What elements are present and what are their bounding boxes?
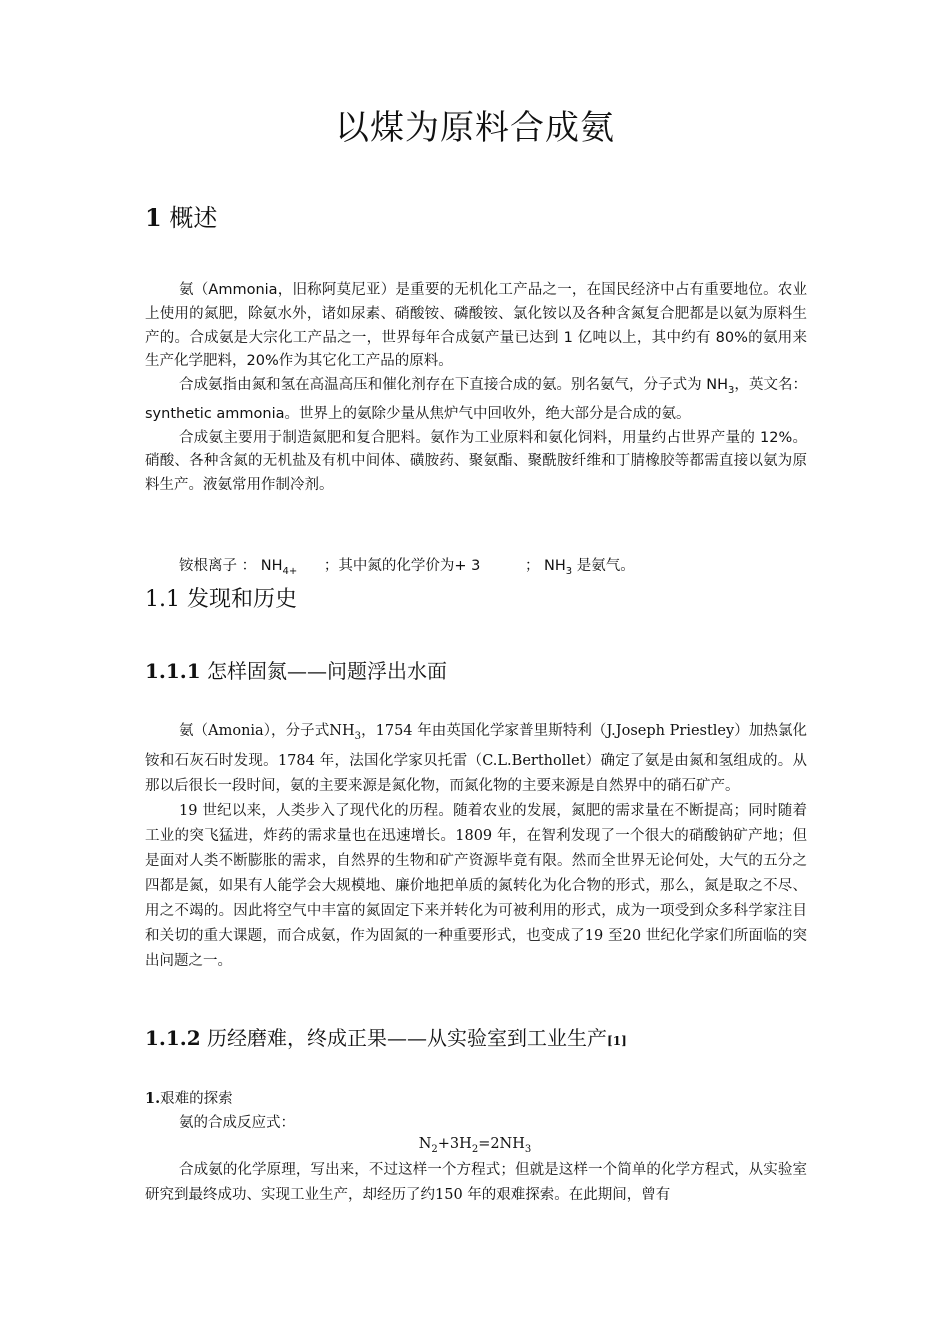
section-1-1-2-body — [145, 1158, 807, 1208]
section-1-1-2-heading: 1.1.2 历经磨难，终成正果——从实验室到工业生产[1] — [145, 1026, 627, 1050]
section-1-1-heading: 1.1 发现和历史 — [145, 587, 297, 612]
reference-mark: [1] — [607, 1034, 627, 1048]
section-number: 1 — [145, 203, 162, 232]
paragraph-uses: 合成氨主要用于制造氮肥和复合肥料。氨作为工业原料和氨化饲料，用量约占世界产量的 12%。硝酸、各种含氮的无机盐及有机中间体、磺胺药、聚氨酯、聚酰胺纤维和丁腈橡胶等都需直接以氨为原料生产。液氨常用作制冷剂。 — [145, 429, 807, 494]
synthesis-equation: $N_2+3H_2=2NH_3$ — [418, 1136, 532, 1155]
section-title: 概述 — [169, 204, 218, 232]
paragraph-ammonia-intro: 氨（Ammonia，旧称阿莫尼亚）是重要的无机化工产品之一，在国民经济中占有重要地位。农业上使用的氮肥，除氨水外，诸如尿素、硝酸铵、磷酸铵、氯化铵以及各种含氮复合肥都是以氨为原料生产的。合成氨是大宗化工产品之一，世界每年合成氨产量已达到 1 亿吨以上，其中约有 80%的氨用来生产化学肥料，20%作为其它化工产品的原料。 — [145, 282, 807, 370]
paragraph-chemistry-principle: 合成氨的化学原理，写出来，不过这样一个方程式；但就是这样一个简单的化学方程式，从实验室研究到最终成功、实现工业生产，却经历了约150 年的艰难探索。在此期间，曾有 — [145, 1162, 807, 1203]
paragraph-synthetic-ammonia: 合成氨指由氮和氢在高温高压和催化剂存在下直接合成的氨。别名氨气，分子式为 $NH_3$，英文名：synthetic ammonia。世界上的氨除少量从焦炉气中回收外，绝大部分是合成的氨。 — [145, 377, 807, 422]
section-1-1-1-heading: 1.1.1 怎样固氮——问题浮出水面 — [145, 659, 448, 683]
section-1-1-1-body — [145, 719, 807, 974]
section-1-body — [145, 279, 807, 498]
ion-line: 铵根离子 ： $NH_{4+}$ ；其中氮的化学价为+ 3 ； $NH_3$ 是氨气。 — [179, 558, 635, 577]
equation-intro: 氨的合成反应式： — [179, 1115, 295, 1131]
document-title: 以煤为原料合成氨 — [335, 108, 615, 148]
paragraph-nitrogen-fixation: 19 世纪以来，人类步入了现代化的历程。随着农业的发展，氮肥的需求量在不断提高；同时随着工业的突飞猛进，炸药的需求量也在迅速增长。1809 年，在智利发现了一个很大的硝酸钠矿产地；但是面对人类不断膨胀的需求，自然界的生物和矿产资源毕竟有限。然而全世界无论何处，大气的五分之四都是氮，如果有人能学会大规模地、廉价地把单质的氮转化为化合物的形式，那么，氮是取之不尽、用之不竭的。因此将空气中丰富的氮固定下来并转化为可被利用的形式，成为一项受到众多科学家注目和关切的重大课题，而合成氨，作为固氮的一种重要形式，也变成了19 至20 世纪化学家们所面临的突出问题之一。 — [145, 802, 807, 969]
subsection-1-heading: 1.艰难的探索 — [145, 1090, 233, 1107]
section-1-heading — [145, 198, 217, 233]
paragraph-discovery: 氨（Amonia），分子式$NH_3$，1754 年由英国化学家普里斯特利（J.Joseph Priestley）加热氯化铵和石灰石时发现。1784 年，法国化学家贝托雷（C.L.Berthollet）确定了氨是由氮和氢组成的。从那以后很长一段时间，氨的主要来源是氮化物，而氮化物的主要来源是自然界中的硝石矿产。 — [145, 723, 808, 794]
